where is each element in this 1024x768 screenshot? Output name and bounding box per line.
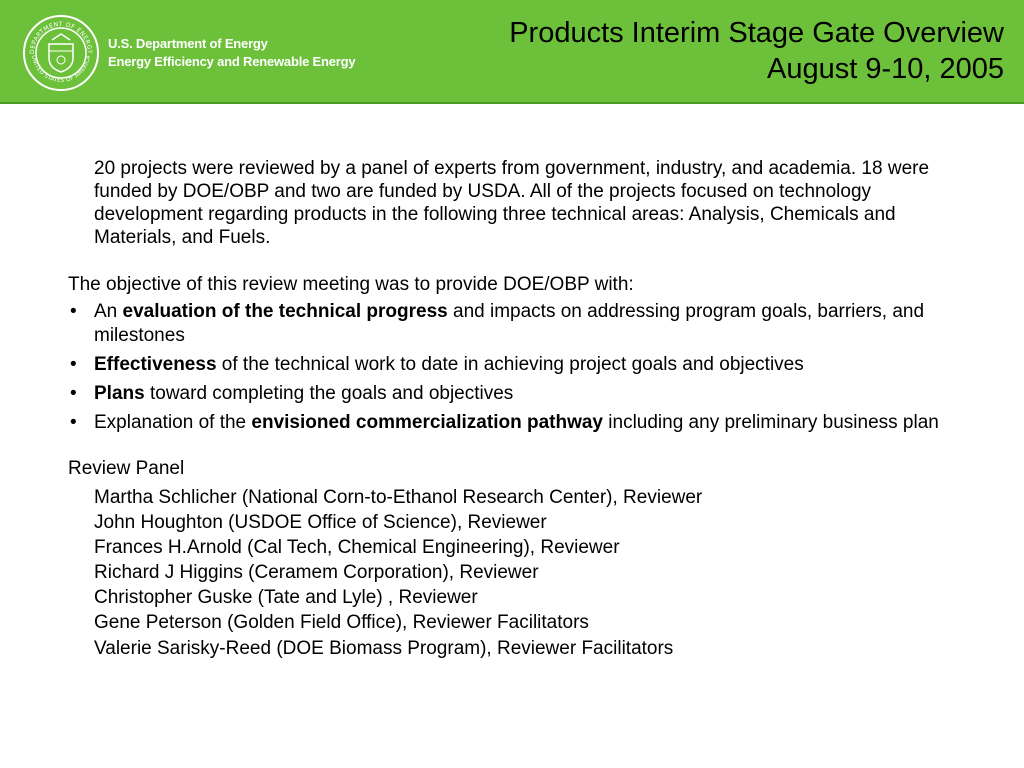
agency-line-1: U.S. Department of Energy — [108, 36, 268, 51]
panel-member: Frances H.Arnold (Cal Tech, Chemical Engineering), Reviewer — [94, 537, 620, 558]
bullet-emphasis: Plans — [94, 383, 145, 404]
header-band — [0, 0, 1024, 104]
bullet-marker: • — [70, 354, 77, 375]
bullet-item: • Explanation of the envisioned commercialization pathway including any preliminary business plan — [70, 412, 939, 433]
slide-title-line-2: August 9-10, 2005 — [766, 53, 1004, 85]
bullet-item: • Plans toward completing the goals and objectives — [70, 383, 514, 404]
svg-text:UNITED STATES OF AMERICA: UNITED STATES OF AMERICA — [30, 54, 92, 85]
slide-body — [68, 157, 968, 661]
bullet-marker: • — [70, 412, 77, 433]
panel-member: Valerie Sarisky-Reed (DOE Biomass Program), Reviewer Facilitators — [94, 638, 674, 659]
slide-title — [509, 15, 1004, 87]
panel-member: Martha Schlicher (National Corn-to-Ethanol Research Center), Reviewer — [94, 487, 703, 508]
review-panel-list — [68, 485, 968, 661]
review-panel-heading: Review Panel — [68, 458, 185, 479]
panel-member: Christopher Guske (Tate and Lyle) , Reviewer — [94, 587, 478, 608]
agency-name — [108, 35, 355, 71]
intro-paragraph: 20 projects were reviewed by a panel of experts from government, industry, and academia. 18 were funded by DOE/OBP and two are funded by USDA. All of the projects focused on technology development regarding products in the following three technical areas: Analysis, Chemicals and Materials, and Fuels. — [94, 158, 930, 248]
panel-member: John Houghton (USDOE Office of Science), Reviewer — [94, 512, 547, 533]
doe-seal-icon — [22, 14, 100, 92]
bullet-marker: • — [70, 383, 77, 404]
slide-title-line-1: Products Interim Stage Gate Overview — [509, 17, 1004, 49]
bullet-emphasis: evaluation of the technical progress — [122, 301, 448, 322]
bullet-emphasis: Effectiveness — [94, 354, 217, 375]
agency-line-2: Energy Efficiency and Renewable Energy — [108, 54, 356, 69]
bullet-emphasis: envisioned commercialization pathway — [251, 412, 603, 433]
panel-member: Richard J Higgins (Ceramem Corporation), Reviewer — [94, 562, 539, 583]
objective-bullets — [68, 300, 968, 435]
bullet-marker: • — [70, 301, 77, 322]
bullet-item: • Effectiveness of the technical work to date in achieving project goals and objectives — [70, 354, 804, 375]
svg-text:DEPARTMENT OF ENERGY: DEPARTMENT OF ENERGY — [28, 20, 94, 55]
panel-member: Gene Peterson (Golden Field Office), Reviewer Facilitators — [94, 612, 589, 633]
objective-line: The objective of this review meeting was to provide DOE/OBP with: — [68, 274, 634, 295]
bullet-item: • An evaluation of the technical progress and impacts on addressing program goals, barriers, and milestones — [70, 301, 925, 346]
